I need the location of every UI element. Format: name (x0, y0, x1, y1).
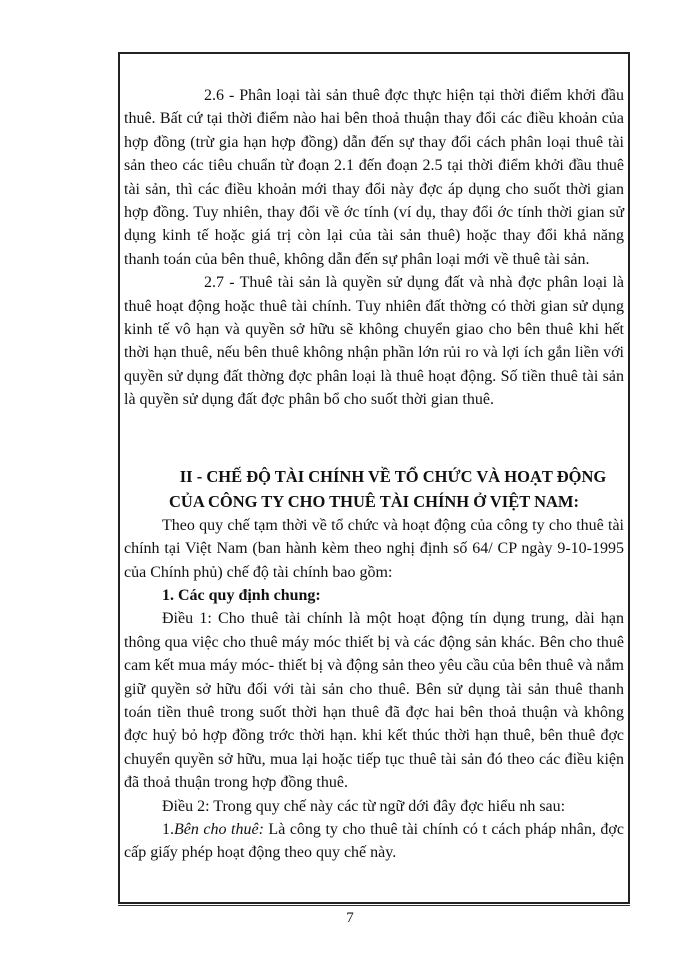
paragraph-2-6: 2.6 - Phân loại tài sản thuê đợc thực hiện tại thời điểm khởi đầu thuê. Bất cứ tại thời điểm nào hai bên thoả thuận thay đổi các điều khoản của hợp đồng (trừ gia hạn hợp đồng) dẫn đến sự thay đổi cách phân loại thuê tài sản theo các tiêu chuẩn từ đoạn 2.1 đến đoạn 2.5 tại thời điểm khởi đầu thuê tài sản, thì các điều khoản mới thay đổi này đợc áp dụng cho suốt thời gian hợp đồng. Tuy nhiên, thay đổi về ớc tính (ví dụ, thay đổi ớc tính thời gian sử dụng kinh tế hoặc giá trị còn lại của tài sản thuê) hoặc thay đổi khả năng thanh toán của bên thuê, không dẫn đến sự phân loại mới về thuê tài sản. (124, 87, 624, 268)
item-term: Bên cho thuê: (174, 820, 264, 838)
document-body (124, 84, 624, 865)
subheading-general-rules: 1. Các quy định chung: (162, 586, 321, 604)
footer-divider (118, 905, 630, 906)
article-1: Điều 1: Cho thuê tài chính là một hoạt động tín dụng trung, dài hạn thông qua việc cho thuê máy móc thiết bị và các động sản khác. Bên cho thuê cam kết mua máy móc- thiết bị và động sản theo yêu cầu của bên thuê và nắm giữ quyền sở hữu đối với tài sản cho thuê. Bên sử dụng tài sản thuê thanh toán tiền thuê trong suốt thời hạn thuê đã đợc hai bên thoả thuận và không đợc huỷ bỏ hợp đồng trớc thời hạn. khi kết thúc thời hạn thuê, bên thuê đợc chuyển quyền sở hữu, mua lại hoặc tiếp tục thuê tài sản đó theo các điều kiện đã thoả thuận trong hợp đồng thuê. (124, 610, 624, 792)
paragraph-2-7: 2.7 - Thuê tài sản là quyền sử dụng đất và nhà đợc phân loại là thuê hoạt động hoặc thuê tài chính. Tuy nhiên đất thờng có thời gian sử dụng kinh tế vô hạn và quyền sở hữu sẽ không chuyển giao cho bên thuê khi hết thời hạn thuê, nếu bên thuê không nhận phần lớn rủi ro và lợi ích gắn liền với quyền sử dụng đất thờng đợc phân loại là thuê hoạt động. Số tiền thuê tài sản là quyền sử dụng đất đợc phân bổ cho suốt thời gian thuê. (124, 274, 624, 409)
page-number: 7 (346, 910, 354, 926)
definition-item-1 (124, 818, 624, 865)
article-2: Điều 2: Trong quy chế này các từ ngữ dới đây đợc hiểu nh sau: (162, 797, 566, 815)
intro-paragraph: Theo quy chế tạm thời về tổ chức và hoạt động của công ty cho thuê tài chính tại Việt Nam (ban hành kèm theo nghị định số 64/ CP ngày 9-10-1995 của Chính phủ) chế độ tài chính bao gồm: (124, 516, 624, 581)
item-number: 1. (162, 820, 174, 838)
spacer (124, 412, 624, 464)
item-text: Là công ty cho thuê tài chính có t cách pháp nhân, đợc cấp giấy phép hoạt động theo quy chế này. (124, 820, 624, 862)
section-heading: II - CHẾ ĐỘ TÀI CHÍNH VỀ TỔ CHỨC VÀ HOẠT ĐỘNG CỦA CÔNG TY CHO THUÊ TÀI CHÍNH Ở VIỆT NAM: (169, 466, 607, 511)
